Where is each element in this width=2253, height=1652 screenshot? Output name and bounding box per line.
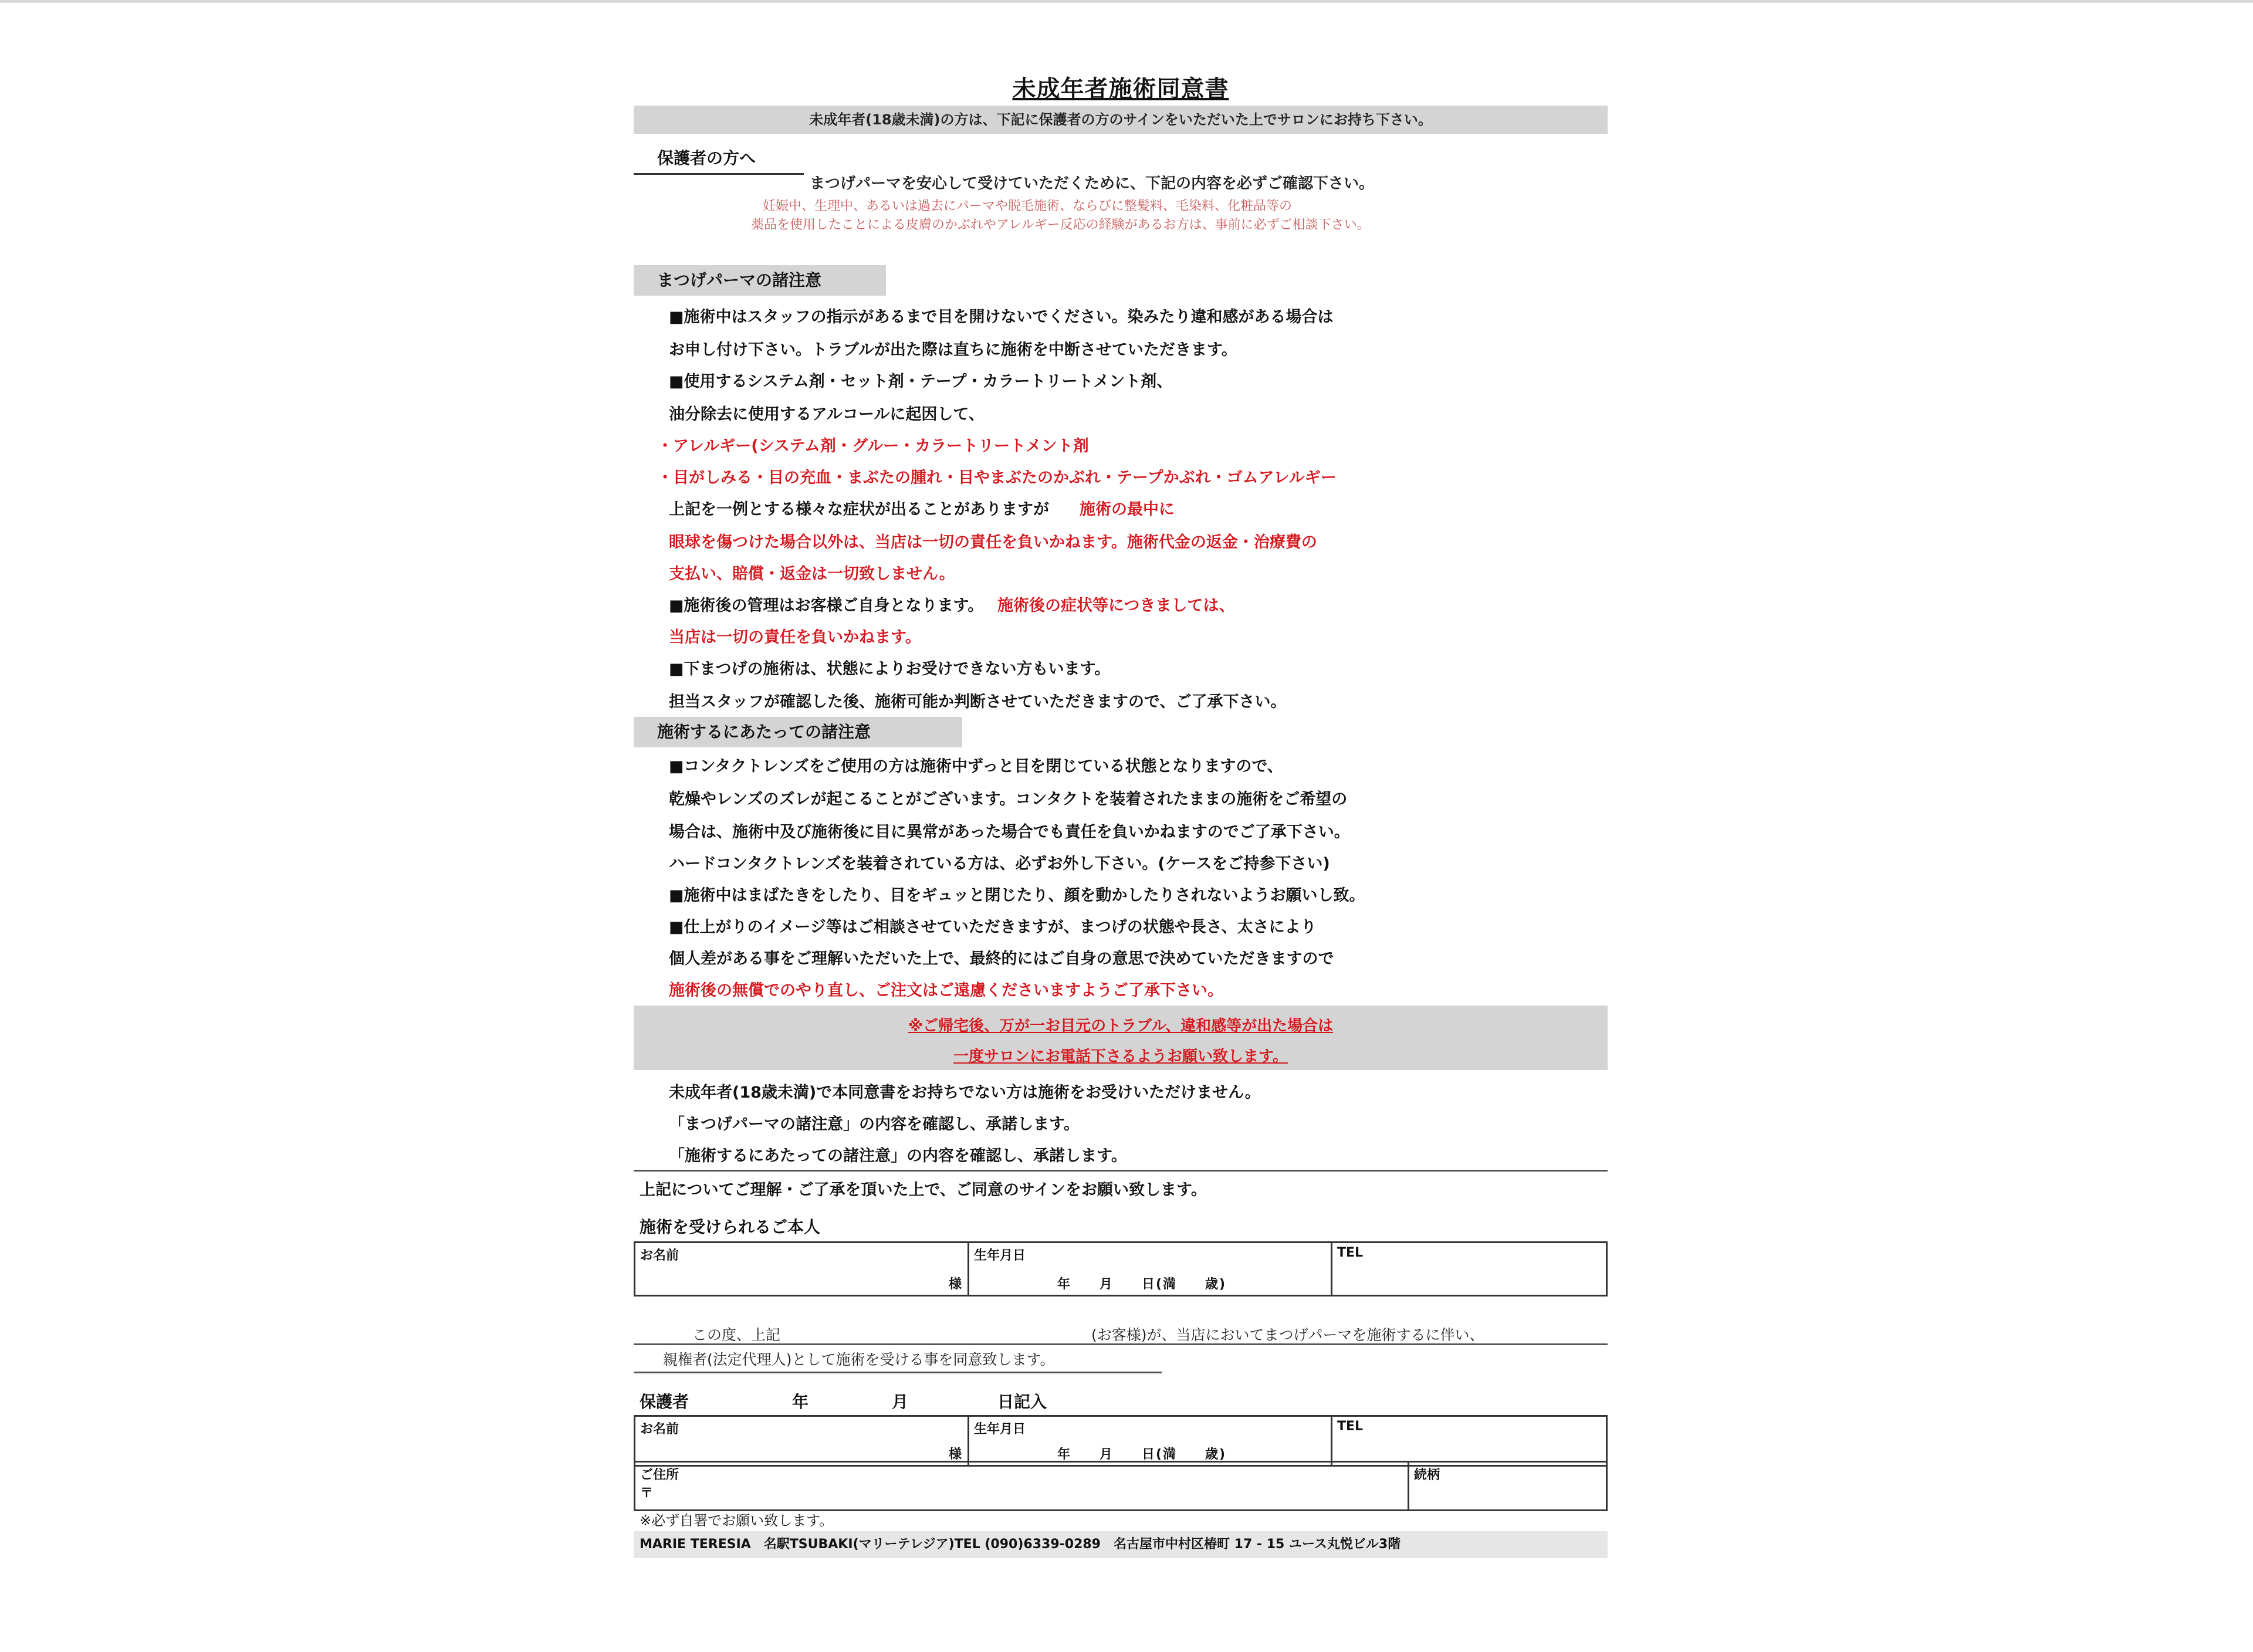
perm-line-red: 施術後の症状等につきましては、 [997, 597, 1235, 615]
treatment-line: ハードコンタクトレンズを装着されている方は、必ずお外し下さい。(ケースをご持参下さい) [669, 855, 1330, 873]
guardian-name-field[interactable] [635, 1416, 969, 1466]
guardian-form-month: 月 [892, 1392, 909, 1411]
consent-form-document [634, 70, 1608, 1572]
guardian-tel-field[interactable] [1332, 1416, 1607, 1466]
guardian-form-table [634, 1415, 1608, 1467]
notice-banner: 未成年者(18歳未満)の方は、下記に保護者の方のサインをいただいた上でサロンにお持ち下さい。 [634, 106, 1608, 134]
treatment-line: ■コンタクトレンズをご使用の方は施術中ずっと目を閉じている状態となりますので、 [669, 757, 1283, 776]
agreement-line-2-underline [634, 1372, 1162, 1373]
consent-line: 未成年者(18歳未満)で本同意書をお持ちでない方は施術をお受けいただけません。 [669, 1084, 1261, 1102]
dob-format: 年 月 日(満 歳) [1057, 1447, 1227, 1462]
treatment-section-heading: 施術するにあたっての諸注意 [634, 717, 962, 747]
agreement-line-2: 親権者(法定代理人)として施術を受ける事を同意致します。 [663, 1351, 1055, 1368]
signature-note: ※必ず自署でお願い致します。 [640, 1512, 834, 1529]
name-label: お名前 [640, 1422, 679, 1437]
agreement-right: (お客様)が、当店においてまつげパーマを施術するに伴い、 [1091, 1326, 1484, 1343]
postal-mark: 〒 [640, 1486, 654, 1501]
perm-line: 担当スタッフが確認した後、施術可能か判断させていただきますので、ご了承下さい。 [669, 693, 1287, 711]
guardian-form-year: 年 [792, 1392, 809, 1411]
treatment-line: ■仕上がりのイメージ等はご相談させていただきますが、まつげの状態や長さ、太さにより [669, 918, 1317, 936]
guardian-form-day: 日記入 [997, 1392, 1047, 1411]
warning-box [634, 1006, 1608, 1070]
treatment-line: 個人差がある事をご理解いただいた上で、最終的にはご自身の意思で決めていただきますので [669, 950, 1334, 968]
guardian-dob-field[interactable] [969, 1416, 1332, 1466]
guardian-intro: まつげパーマを安心して受けていただくために、下記の内容を必ずご確認下さい。 [810, 175, 1375, 192]
footer-salon-info: MARIE TERESIA 名駅TSUBAKI(マリーテレジア)TEL (090)6339-0289 名古屋市中村区椿町 17 - 15 ユース丸悦ビル3階 [634, 1531, 1608, 1558]
warning-line-2: 一度サロンにお電話下さるようお願い致します。 [953, 1048, 1288, 1065]
warning-line-1: ※ご帰宅後、万が一お目元のトラブル、違和感等が出た場合は [908, 1017, 1334, 1035]
perm-line-allergy: ・アレルギー(システム剤・グルー・カラートリートメント剤 [657, 437, 1089, 455]
guardian-note-1: 妊娠中、生理中、あるいは過去にパーマや脱毛施術、ならびに整髪料、毛染料、化粧品等の [763, 199, 1293, 214]
sama-label: 様 [948, 1447, 962, 1462]
relation-label: 続柄 [1414, 1468, 1440, 1482]
treatment-line: 乾燥やレンズのズレが起こることがございます。コンタクトを装着されたままの施術をご希望の [669, 790, 1348, 808]
agreement-underline [634, 1343, 1608, 1345]
perm-line-symptoms: ・目がしみる・目の充血・まぶたの腫れ・目やまぶたのかぶれ・テープかぶれ・ゴムアレルギー [657, 469, 1337, 487]
perm-line: 油分除去に使用するアルコールに起因して、 [669, 405, 985, 424]
guardian-address-field[interactable] [635, 1462, 1409, 1511]
top-border [0, 0, 2253, 3]
perm-section-heading: まつげパーマの諸注意 [634, 265, 886, 296]
customer-name-field[interactable] [635, 1243, 969, 1296]
customer-tel-field[interactable] [1332, 1243, 1607, 1296]
treatment-line-red: 施術後の無償でのやり直し、ご注文はご遠慮くださいますようご了承下さい。 [669, 981, 1223, 1000]
address-label: ご住所 [640, 1468, 679, 1482]
treatment-line: ■施術中はまばたきをしたり、目をギュッと閉じたり、顔を動かしたりされないようお願いし致。 [669, 886, 1365, 905]
guardian-form-heading: 保護者 [640, 1392, 689, 1411]
sama-label: 様 [948, 1277, 962, 1292]
dob-label: 生年月日 [974, 1422, 1026, 1437]
name-label: お名前 [640, 1248, 679, 1263]
perm-line: お申し付け下さい。トラブルが出た際は直ちに施術を中断させていただきます。 [669, 341, 1237, 359]
dob-format: 年 月 日(満 歳) [1057, 1277, 1227, 1292]
perm-line: ■下まつげの施術は、状態によりお受けできない方もいます。 [669, 660, 1111, 678]
dob-label: 生年月日 [974, 1248, 1026, 1263]
customer-dob-field[interactable] [969, 1243, 1332, 1296]
divider [634, 1170, 1608, 1172]
sign-request: 上記についてご理解・ご了承を頂いた上で、ご同意のサインをお願い致します。 [640, 1181, 1207, 1199]
perm-line-red: 支払い、賠償・返金は一切致しません。 [669, 565, 955, 583]
guardian-section-heading: 保護者の方へ [634, 147, 804, 175]
guardian-relation-field[interactable] [1409, 1462, 1607, 1511]
perm-line-red: 施術の最中に [1080, 500, 1175, 519]
consent-line: 「まつげパーマの諸注意」の内容を確認し、承諾します。 [669, 1115, 1080, 1133]
agreement-left: この度、上記 [692, 1326, 781, 1343]
guardian-note-2: 薬品を使用したことによる皮膚のかぶれやアレルギー反応の経験があるお方は、事前に必ずご相談下さい。 [751, 218, 1370, 232]
tel-label: TEL [1337, 1245, 1364, 1260]
perm-line: ■使用するシステム剤・セット剤・テープ・カラートリートメント剤、 [669, 373, 1173, 391]
perm-line: ■施術中はスタッフの指示があるまで目を開けないでください。染みたり違和感がある場合は [669, 308, 1334, 326]
customer-form-heading: 施術を受けられるご本人 [640, 1217, 821, 1237]
perm-line-red: 眼球を傷つけた場合以外は、当店は一切の責任を負いかねます。施術代金の返金・治療費の [669, 533, 1317, 551]
guardian-address-table [634, 1461, 1608, 1511]
customer-form-table [634, 1241, 1608, 1296]
document-title: 未成年者施術同意書 [1012, 76, 1229, 103]
perm-line: 上記を一例とする様々な症状が出ることがありますが [669, 500, 1049, 519]
perm-line: ■施術後の管理はお客様ご自身となります。 [669, 597, 984, 615]
consent-line: 「施術するにあたっての諸注意」の内容を確認し、承諾します。 [669, 1147, 1127, 1165]
treatment-line: 場合は、施術中及び施術後に目に異常があった場合でも責任を負いかねますのでご了承下さい。 [669, 823, 1350, 841]
perm-line-red: 当店は一切の責任を負いかねます。 [669, 628, 921, 646]
tel-label: TEL [1337, 1419, 1364, 1434]
